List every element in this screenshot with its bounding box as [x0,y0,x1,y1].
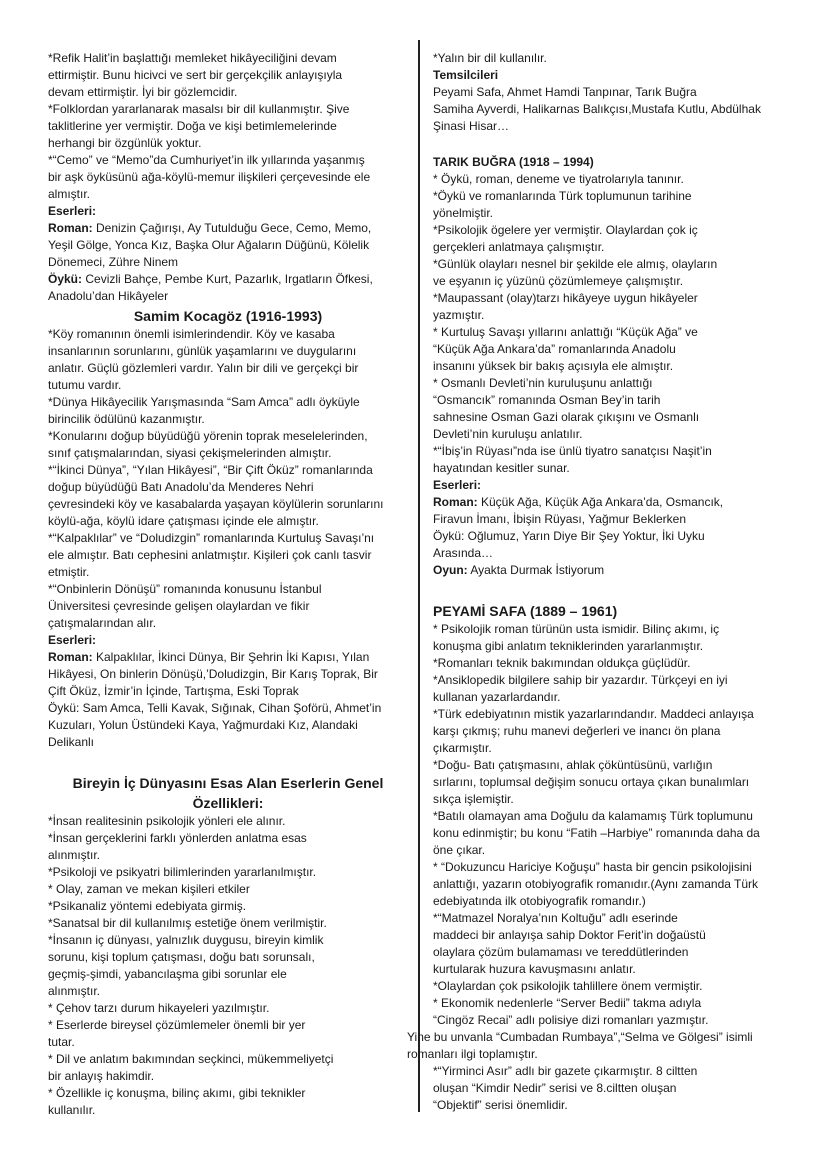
paragraph: *Ansiklopedik bilgilere sahip bir yazardır. Türkçeyi en iyi kullanan yazarlardandır. [433,673,728,704]
paragraph: *Dünya Hikâyecilik Yarışmasında “Sam Amca” adlı öyküyle birincilik ödülünü kazanmıştır. [48,395,360,426]
paragraph: * Olay, zaman ve mekan kişileri etkiler [48,882,250,896]
samim-heading: Samim Kocagöz (1916-1993) [133,308,323,324]
paragraph: *Konularını doğup büyüdüğü yörenin toprak meselelerinden, sınıf çatışmalarından, siyasi çekişmelerinden almıştır. [48,429,368,460]
paragraph: *Batılı olamayan ama Doğulu da kalamamış Türk toplumunu konu edinmiştir; bu konu “Fatih –Harbiye” romanında daha da öne çıkar. [433,809,760,857]
oyun-list [433,562,798,579]
oyku-list: Öykü: Sam Amca, Telli Kavak, Sığınak, Cihan Şoförü, Ahmet’in Kuzuları, Yolun Üstündeki Kaya, Yağmurdaki Kız, Alandaki Delikanlı [48,701,382,749]
paragraph: *Psikoloji ve psikyatri bilimlerinden yararlanılmıştır. [48,865,317,879]
paragraph: *Türk edebiyatının mistik yazarlarındandır. Maddeci anlayışa karşı çıkmış; ruhu manevi değerleri ve inancı ön plana çıkarmıştır. [433,707,754,755]
paragraph: *Olaylardan çok psikolojik tahlillere önem vermiştir. [433,979,703,993]
oyku-label: Öykü: [48,272,83,286]
paragraph: * Psikolojik roman türünün usta ismidir. Bilinç akımı, iç konuşma gibi anlatım tekniklerinden yararlanmıştır. [433,622,720,653]
roman-list [48,649,408,700]
paragraph: *Folklordan yararlanarak masalsı bir dil kullanmıştır. Şive taklitlerine yer vermiştir. Doğa ve kişi betimlemelerinde herhangi bir özgünlük yoktur. [48,102,350,150]
peyami-heading: PEYAMİ SAFA (1889 – 1961) [433,603,618,619]
paragraph: Yine bu unvanla “Cumbadan Rumbaya”,“Selma ve Gölgesi” isimli romanları ilgi toplamıştır. [407,1030,753,1061]
paragraph: * Özellikle iç konuşma, bilinç akımı, gibi teknikler kullanılır. [48,1086,306,1117]
paragraph: *“Yirminci Asır” adlı bir gazete çıkarmıştır. 8 ciltten oluşan “Kimdir Nedir” serisi ve 8.ciltten oluşan “Objektif” serisi önemlidir. [433,1064,698,1112]
paragraph: *Psikolojik ögelere yer vermiştir. Olaylardan çok iç gerçekleri anlatmaya çalışmıştır. [433,223,698,254]
paragraph: *İnsan gerçeklerini farklı yönlerden anlatma esas alınmıştır. [48,831,307,862]
left-column [48,50,408,1119]
column-divider [418,40,420,1112]
bireyin-heading: Bireyin İç Dünyasını Esas Alan Eserlerin Genel Özellikleri: [72,775,384,811]
roman-label: Roman: [48,221,93,235]
paragraph: *Maupassant (olay)tarzı hikâyeye uygun hikâyeler yazmıştır. [433,291,698,322]
paragraph: * Çehov tarzı durum hikayeleri yazılmıştır. [48,1001,270,1015]
paragraph: *Öykü ve romanlarında Türk toplumunun tarihine yönelmiştir. [433,189,692,220]
roman-list [48,220,408,271]
paragraph: *Köy romanının önemli isimlerindendir. Köy ve kasaba insanlarının sorunlarını, günlük yaşamlarını ve duygularını anlatır. Güçlü gözlemleri vardır. Yalın bir dili ve gerçekçi bir tutumu vardır. [48,327,359,392]
paragraph: *İnsan realitesinin psikolojik yönleri ele alınır. [48,814,286,828]
paragraph: *Refik Halit’in başlattığı memleket hikâyeciliğini devam ettirmiştir. Bunu hicivci ve sert bir gerçekçilik anlayışıyla devam ettirmiştir. İyi bir gözlemcidir. [48,51,343,99]
paragraph: *İnsanın iç dünyası, yalnızlık duygusu, bireyin kimlik sorunu, kişi toplum çatışması, doğu batı sorunsalı, geçmiş-şimdi, yabancılaşma gibi sorunlar ele alınmıştır. [48,933,324,998]
roman-text: Denizin Çağırışı, Ay Tutulduğu Gece, Cemo, Memo, Yeşil Gölge, Yonca Kız, Başka Olur Ağaların Düğünü, Kölelik Dönemeci, Zühre Ninem [48,221,372,269]
paragraph: *“İkinci Dünya”, “Yılan Hikâyesi”, “Bir Çift Öküz” romanlarında doğup büyüdüğü Batı Anadolu’da Menderes Nehri çevresindeki köy ve kasabalarda yaşayan köylülerin sorunlarını köylü-ağa, köylü idare çatışması içinde ele almıştır. [48,463,384,528]
paragraph: * Dil ve anlatım bakımından seçkinci, mükemmeliyetçi bir anlayış hakimdir. [48,1052,334,1083]
oyku-list: Öykü: Oğlumuz, Yarın Diye Bir Şey Yoktur, İki Uyku Arasında… [433,529,705,560]
paragraph: *“Cemo” ve “Memo”da Cumhuriyet’in ilk yıllarında yaşanmış bir aşk öyküsünü ağa-köylü-memur ilişkileri çerçevesinde ele almıştır. [48,153,371,201]
paragraph: * Öykü, roman, deneme ve tiyatrolarıyla tanınır. [433,172,684,186]
paragraph: *Romanları teknik bakımından oldukça güçlüdür. [433,656,691,670]
eserleri-label: Eserleri: [433,478,482,492]
eserleri-label: Eserleri: [48,633,97,647]
paragraph: *Psikanaliz yöntemi edebiyata girmiş. [48,899,247,913]
tarik-heading: TARIK BUĞRA (1918 – 1994) [433,155,594,169]
paragraph: * Osmanlı Devleti’nin kuruluşunu anlattığı “Osmancık” romanında Osman Bey’in tarih sahnesine Osman Gazi olarak çıkışını ve Osmanlı Devleti’nin kuruluşu anlatılır. [433,376,700,441]
paragraph: *“İbiş’in Rüyası”nda ise ünlü tiyatro sanatçısı Naşit’in hayatından kesitler sunar. [433,444,712,475]
oyku-text: Cevizli Bahçe, Pembe Kurt, Pazarlık, Irgatların Öfkesi, Anadolu’dan Hikâyeler [48,272,373,303]
right-column [407,50,798,1114]
paragraph: *“Onbinlerin Dönüşü” romanında konusunu İstanbul Üniversitesi çevresinde gelişen olaylardan ve fikir çatışmalarından alır. [48,582,322,630]
oyku-list [48,271,408,305]
oyun-label: Oyun: [433,563,468,577]
temsilcileri-label: Temsilcileri [433,68,499,82]
roman-list [433,494,798,528]
paragraph: *Doğu- Batı çatışmasını, ahlak çöküntüsünü, varlığın sırlarını, toplumsal değişim sonucu ortaya çıkan bunalımları sıkça işlemiştir. [433,758,750,806]
paragraph: * “Dokuzuncu Hariciye Koğuşu” hasta bir gencin psikolojisini anlattığı, yazarın otobiyografik romanıdır.(Aynı zamanda Türk edebiyatında ilk otobiyografik romandır.) [433,860,759,908]
paragraph: *Sanatsal bir dil kullanılmış estetiğe önem verilmiştir. [48,916,327,930]
roman-text: Küçük Ağa, Küçük Ağa Ankara’da, Osmancık, Firavun İmanı, İbişin Rüyası, Yağmur Beklerken [433,495,724,526]
paragraph: *Yalın bir dil kullanılır. [433,51,547,65]
paragraph: * Kurtuluş Savaşı yıllarını anlattığı “Küçük Ağa” ve “Küçük Ağa Ankara’da” romanlarında Anadolu insanını yüksek bir bakış açısıyla ele almıştır. [433,325,698,373]
roman-label: Roman: [48,650,93,664]
paragraph: * Ekonomik nedenlerle “Server Bedii” takma adıyla “Cingöz Recai” adlı polisiye dizi romanları yazmıştır. [433,996,709,1027]
paragraph: *“Kalpaklılar” ve “Doludizgin” romanlarında Kurtuluş Savaşı’nı ele almıştır. Batı cephesini anlatmıştır. Kişileri çok canlı tasvir etmiştir. [48,531,375,579]
temsilcileri-text: Peyami Safa, Ahmet Hamdi Tanpınar, Tarık Buğra Samiha Ayverdi, Halikarnas Balıkçısı,Mustafa Kutlu, Abdülhak Şinasi Hisar… [433,85,761,133]
paragraph: *Günlük olayları nesnel bir şekilde ele almış, olayların ve eşyanın iç yüzünü çözümlemeye çalışmıştır. [433,257,718,288]
roman-text: Kalpaklılar, İkinci Dünya, Bir Şehrin İki Kapısı, Yılan Hikâyesi, On binlerin Dönüşü,’Doludizgin, Bir Karış Toprak, Bir Çift Öküz, İzmir’in İçinde, Tartışma, Eski Toprak [48,650,378,698]
oyun-text: Ayakta Durmak İstiyorum [467,563,605,577]
paragraph: * Eserlerde bireysel çözümlemeler önemli bir yer tutar. [48,1018,306,1049]
paragraph: *“Matmazel Noralya’nın Koltuğu” adlı eserinde maddeci bir anlayışa sahip Doktor Ferit’in doğaüstü olaylara çözüm bulamaması ve tereddütlerinden kurtularak huzura kavuşmasını anlatır. [433,911,706,976]
roman-label: Roman: [433,495,478,509]
eserleri-label: Eserleri: [48,204,97,218]
